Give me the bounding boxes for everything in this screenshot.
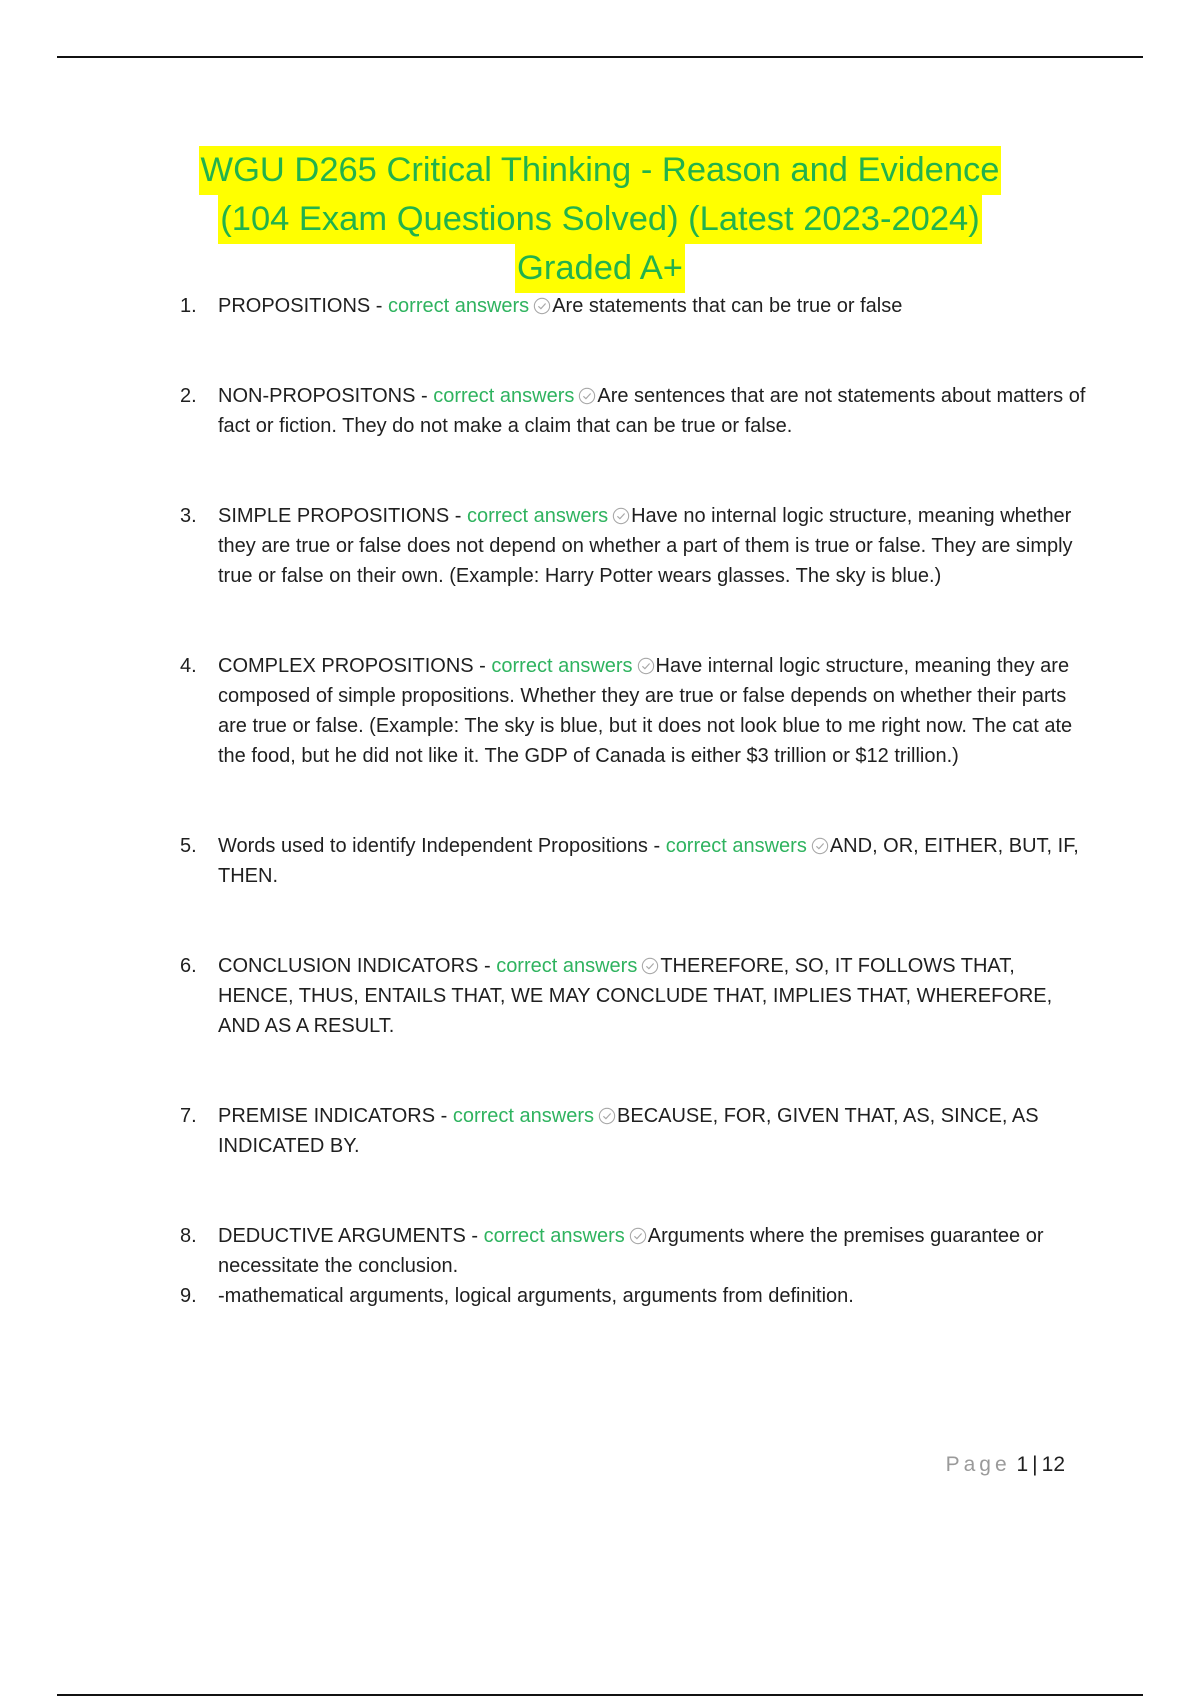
item-answer: BECAUSE, FOR, GIVEN THAT, AS, SINCE, AS INDICATED BY. — [218, 1105, 1039, 1157]
item-term: COMPLEX PROPOSITIONS — [218, 655, 474, 677]
item-term: NON-PROPOSITONS — [218, 385, 416, 407]
title-line-2: (104 Exam Questions Solved) (Latest 2023-2024) — [218, 195, 981, 244]
item-answer: AND, OR, EITHER, BUT, IF, THEN. — [218, 835, 1079, 887]
check-circle-icon — [533, 297, 551, 315]
item-number: 6. — [180, 955, 197, 977]
correct-answers-label: correct answers — [452, 1105, 595, 1127]
item-number: 5. — [180, 835, 197, 857]
correct-answers-label: correct answers — [388, 295, 530, 317]
item-separator: - — [465, 1225, 484, 1247]
item-number: 4. — [180, 655, 197, 677]
item-separator: - — [415, 385, 434, 407]
item-number: 7. — [180, 1105, 197, 1127]
list-item — [172, 291, 1092, 321]
item-number: 2. — [180, 385, 197, 407]
item-answer: THEREFORE, SO, IT FOLLOWS THAT, HENCE, THUS, ENTAILS THAT, WE MAY CONCLUDE THAT, IMPLIES THAT, WHEREFORE, AND AS A RESULT. — [218, 955, 1053, 1037]
list-item — [172, 1221, 1092, 1281]
item-number: 3. — [180, 505, 197, 527]
check-circle-icon — [637, 657, 655, 675]
item-separator: - — [449, 505, 467, 527]
title-line-1: WGU D265 Critical Thinking - Reason and Evidence — [199, 146, 1002, 195]
check-circle-icon — [811, 837, 829, 855]
question-list — [172, 291, 1092, 1311]
list-item — [172, 381, 1092, 441]
check-circle-icon — [578, 387, 596, 405]
check-circle-icon — [598, 1107, 616, 1125]
page-total: 12 — [1041, 1453, 1065, 1476]
page-separator: | — [1032, 1453, 1038, 1476]
correct-answers-label: correct answers — [496, 955, 638, 977]
page-number: 1 — [1016, 1453, 1029, 1476]
item-separator: - — [370, 295, 389, 317]
item-term: PROPOSITIONS — [218, 295, 371, 317]
title-line-3: Graded A+ — [515, 244, 685, 293]
item-number: 8. — [180, 1225, 197, 1247]
item-separator: - — [647, 835, 666, 857]
correct-answers-label: correct answers — [491, 655, 633, 677]
item-answer: Are sentences that are not statements about matters of fact or fiction. They do not make a claim that can be true or false. — [218, 385, 1086, 437]
correct-answers-label: correct answers — [483, 1225, 625, 1247]
item-term: Words used to identify Independent Propositions — [218, 835, 648, 857]
list-item — [172, 651, 1092, 771]
item-separator: - — [478, 955, 497, 977]
list-item — [172, 951, 1092, 1041]
correct-answers-label: correct answers — [433, 385, 575, 407]
list-item — [172, 1281, 1092, 1311]
item-answer: Have internal logic structure, meaning they are composed of simple propositions. Whether they are true or false depends on whether their parts are true or false. (Example: The sky is blue, but it does not look blue to me right now. The cat ate the food, but he did not like it. The GDP of Canada is either $3 trillion or $12 trillion.) — [218, 655, 1073, 767]
item-answer: Have no internal logic structure, meaning whether they are true or false does not depend on whether a part of them is true or false. They are simply true or false on their own. (Example: Harry Potter wears glasses. The sky is blue.) — [218, 505, 1073, 587]
check-circle-icon — [629, 1227, 647, 1245]
item-text: -mathematical arguments, logical arguments, arguments from definition. — [218, 1285, 854, 1307]
item-number: 9. — [180, 1285, 197, 1307]
item-term: PREMISE INDICATORS — [218, 1105, 436, 1127]
item-answer: Arguments where the premises guarantee or necessitate the conclusion. — [218, 1225, 1044, 1277]
correct-answers-label: correct answers — [466, 505, 609, 527]
list-item — [172, 501, 1092, 591]
footer-rule — [57, 1694, 1143, 1696]
page-label: Page — [945, 1453, 1011, 1476]
page-footer — [900, 1453, 1065, 1477]
item-separator: - — [435, 1105, 453, 1127]
item-answer: Are statements that can be true or false — [552, 295, 903, 317]
check-circle-icon — [641, 957, 659, 975]
check-circle-icon — [612, 507, 630, 525]
header-rule — [57, 56, 1143, 58]
list-item — [172, 831, 1092, 891]
item-term: DEDUCTIVE ARGUMENTS — [218, 1225, 466, 1247]
item-separator: - — [473, 655, 492, 677]
document-title — [150, 146, 1050, 293]
correct-answers-label: correct answers — [665, 835, 807, 857]
item-term: SIMPLE PROPOSITIONS — [218, 505, 450, 527]
item-term: CONCLUSION INDICATORS — [218, 955, 479, 977]
list-item — [172, 1101, 1092, 1161]
item-number: 1. — [180, 295, 197, 317]
